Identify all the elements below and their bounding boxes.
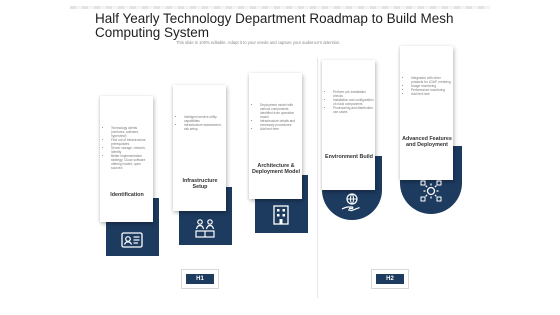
bullet: • Infrastructure details and necessary procedures <box>260 119 301 127</box>
bullet: • Provisioning and distribution use cases <box>333 106 374 114</box>
bullet: • Usage monitoring <box>411 84 452 88</box>
stage-bullets <box>330 90 374 114</box>
stage-paper <box>173 85 226 211</box>
h2-marker[interactable] <box>371 269 409 289</box>
half-divider <box>317 58 318 298</box>
stage-bullets <box>408 76 452 96</box>
bullet: • Add text here <box>411 92 452 96</box>
bullet: • Find out of infrastructure prerequisites <box>111 138 152 146</box>
stage-card-infrastructure-setup[interactable] <box>173 85 233 247</box>
stage-card-advanced-features[interactable] <box>400 46 462 216</box>
bullet: • Performance monitoring <box>411 88 452 92</box>
team-infrastructure-icon <box>193 216 217 240</box>
hand-globe-icon <box>340 191 364 215</box>
building-icon <box>269 203 293 227</box>
bullet: • Deployment model with various components identified from operation model <box>260 103 301 119</box>
bullet: • Technology clients (ventures, software, hyperview) <box>111 126 152 138</box>
id-card-icon <box>120 228 144 252</box>
stage-paper <box>249 73 302 199</box>
bullet: • Intelligent service utility capabilities <box>184 115 225 123</box>
bullet: • Installation and configuration of cloud components <box>333 98 374 106</box>
top-decor-bar <box>70 6 490 9</box>
bullet: • Integration with other products for LDAP, metering <box>411 76 452 84</box>
bullet: • Infrastructure assessment, risk setup <box>184 123 225 131</box>
h2-label: H2 <box>376 274 404 284</box>
stage-card-environment-build[interactable] <box>322 60 382 222</box>
network-gear-icon <box>419 179 443 203</box>
stage-title: Advanced Features and Deployment <box>402 136 452 149</box>
stage-bullets <box>181 115 225 131</box>
stage-paper <box>322 60 375 190</box>
h1-label: H1 <box>186 274 214 284</box>
bullet: • Perform pre-installation checks <box>333 90 374 98</box>
slide-title: Half Yearly Technology Department Roadmap to Build Mesh Computing System <box>95 11 454 40</box>
stage-title: Architecture & Deployment Model <box>252 163 300 176</box>
stage-card-identification[interactable] <box>100 96 160 258</box>
stage-card-architecture-deployment[interactable] <box>249 73 309 235</box>
bullet: • Better implementation strategy: Cloud software offering hosted, open sourced <box>111 154 152 170</box>
stage-title: Identification <box>110 192 144 198</box>
stage-paper <box>400 46 453 180</box>
stage-bullets <box>108 126 152 170</box>
bullet: • Add text here <box>260 127 301 131</box>
stage-title: Infrastructure Setup <box>182 178 218 191</box>
bullet: • Server storage, network, Identity <box>111 146 152 154</box>
slide-subtitle: This slide is 100% editable. Adapt it to your needs and capture your audience's attention. <box>176 40 341 45</box>
stage-title: Environment Build <box>325 154 373 160</box>
h1-marker[interactable] <box>181 269 219 289</box>
stage-bullets <box>257 103 301 131</box>
